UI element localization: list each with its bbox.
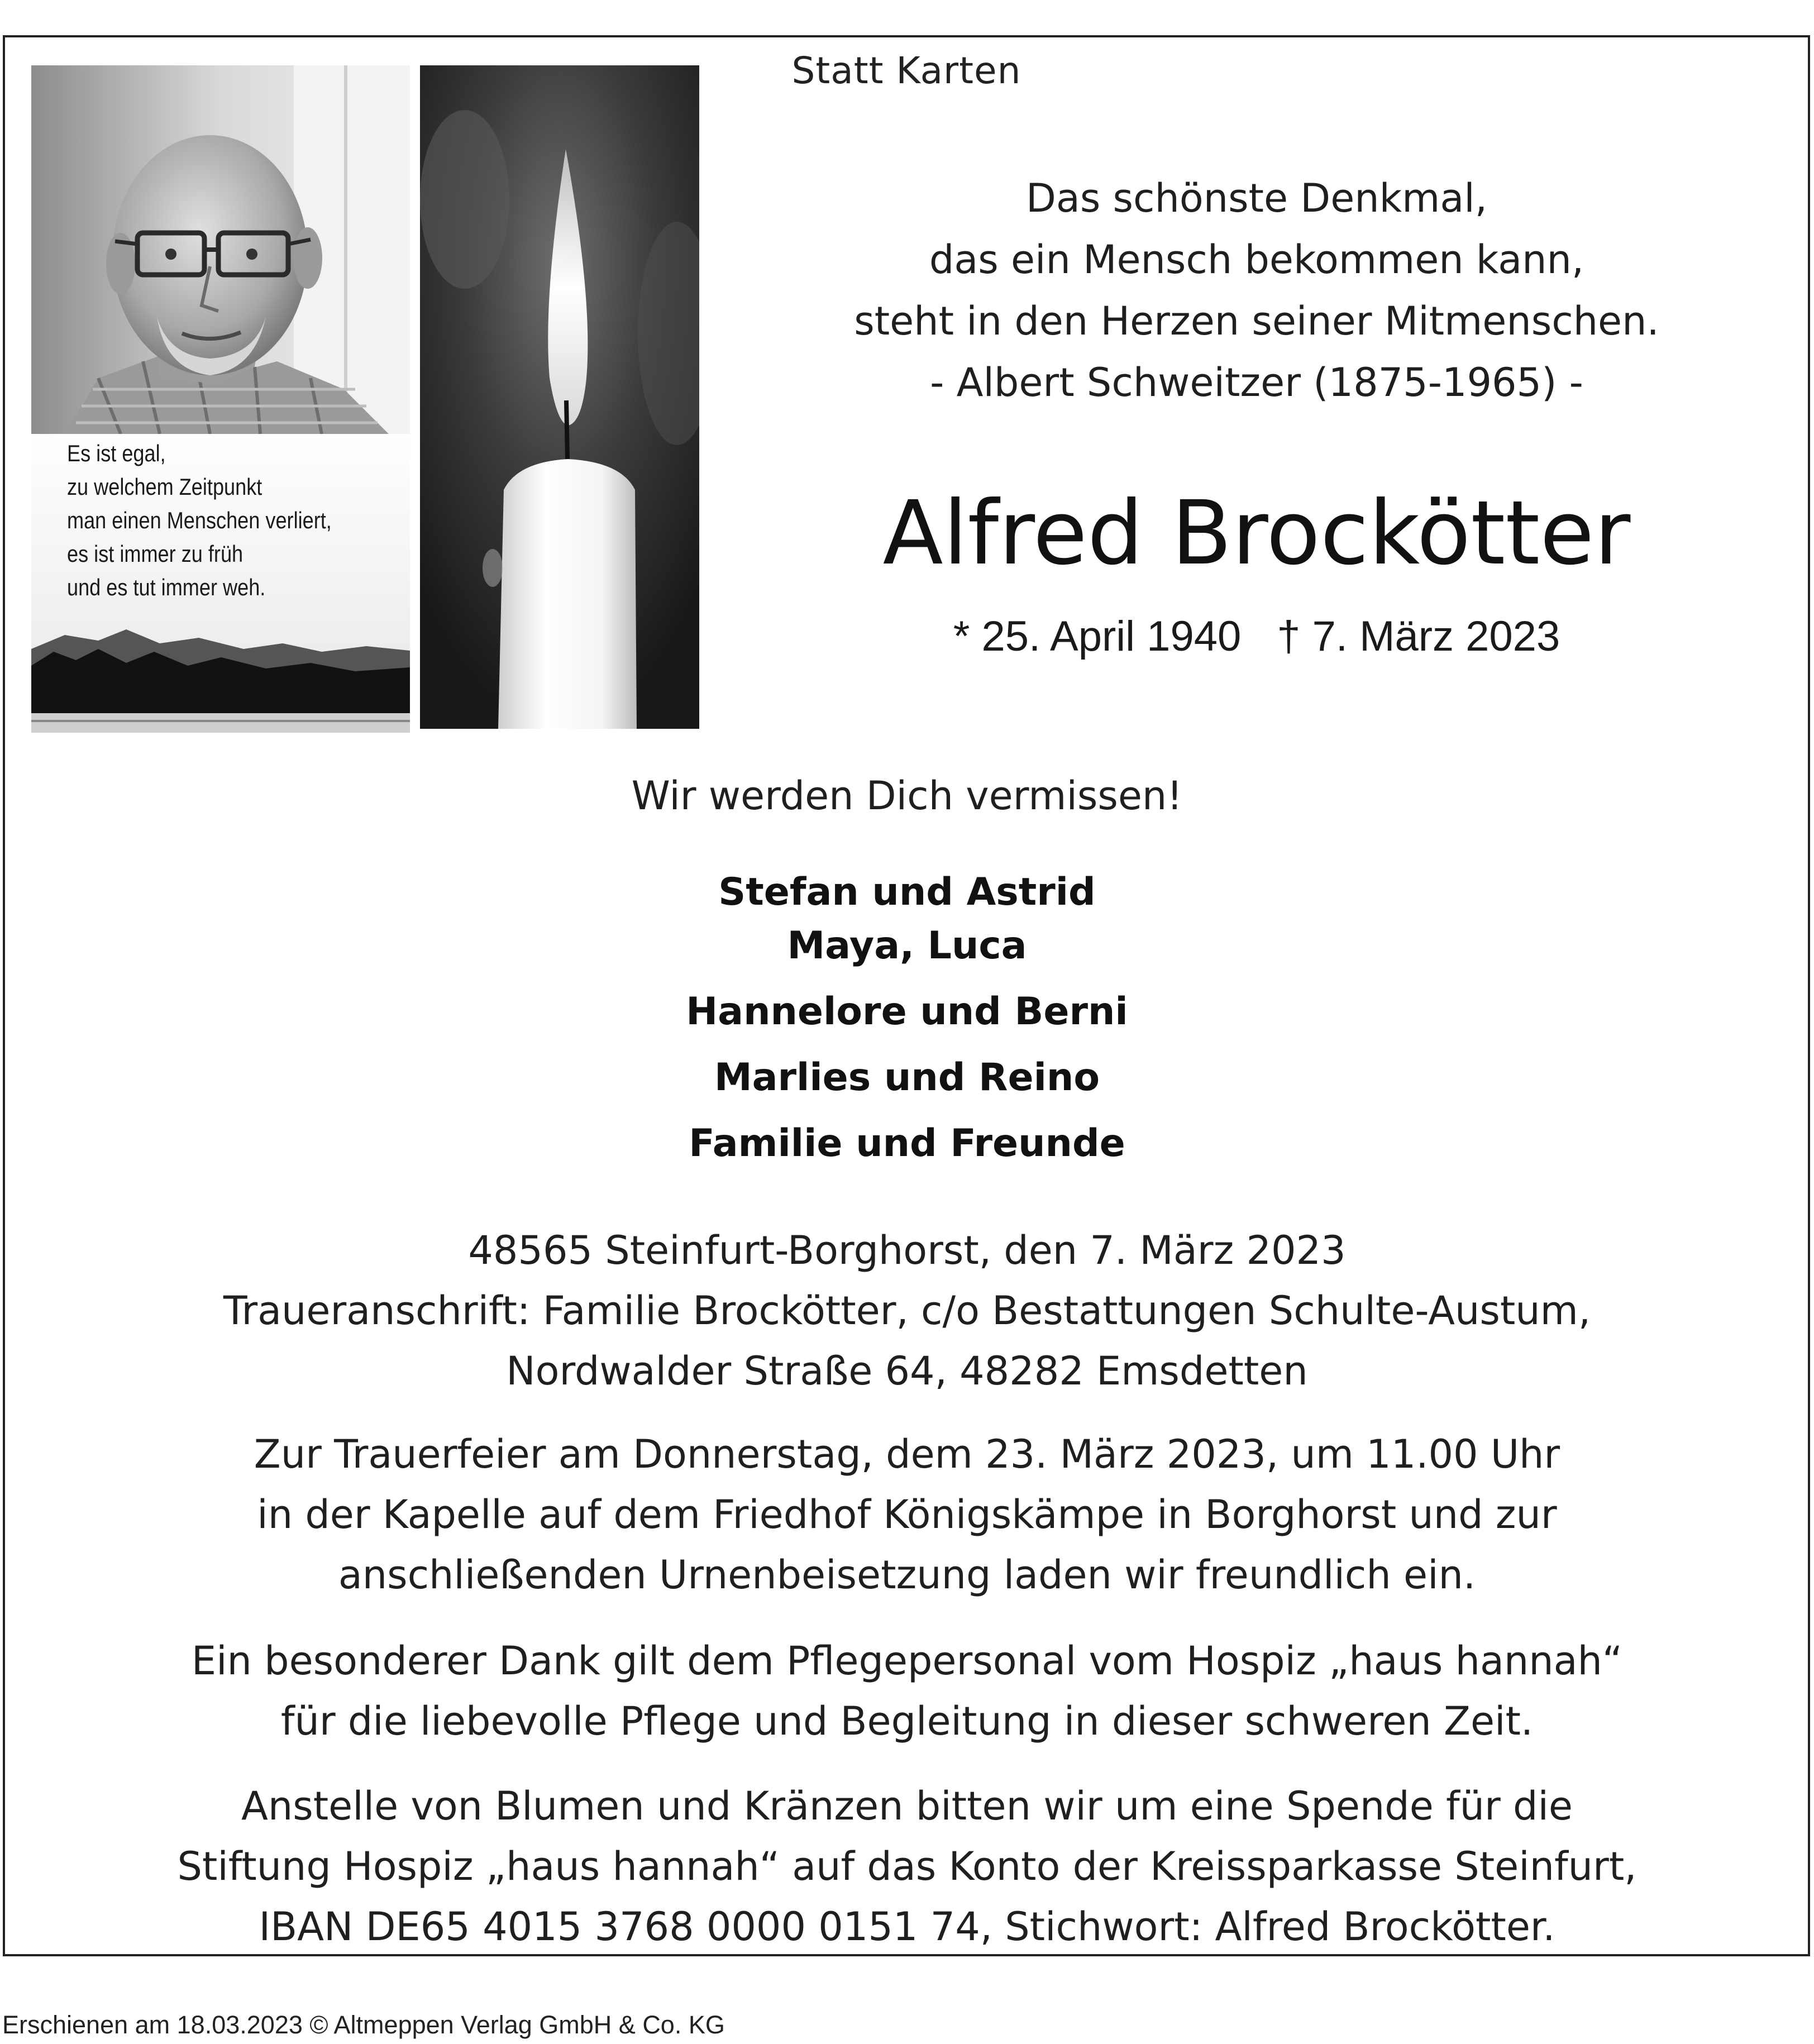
mourner-name: Familie und Freunde (689, 1121, 1125, 1166)
ceremony-invitation (0, 1424, 1814, 1605)
farewell-line: Wir werden Dich vermissen! (631, 773, 1183, 819)
photo-quote-line: man einen Menschen verliert, (67, 507, 332, 533)
motto-line: Das schönste Denkmal, (1026, 175, 1487, 221)
death-date: † 7. März 2023 (1277, 613, 1560, 660)
candle-illustration (420, 65, 699, 729)
photo-quote-line: Es ist egal, (67, 440, 166, 466)
life-dates (782, 606, 1731, 667)
photo-quote-line: es ist immer zu früh (67, 541, 244, 567)
ceremony-line: in der Kapelle auf dem Friedhof Königskämpe in Borghorst und zur (257, 1492, 1557, 1537)
mourning-address (0, 1220, 1814, 1401)
donation-line: IBAN DE65 4015 3768 0000 0151 74, Stichwort: Alfred Brockötter. (259, 1904, 1555, 1950)
motto-line: steht in den Herzen seiner Mitmenschen. (854, 298, 1659, 344)
address-line: 48565 Steinfurt-Borghorst, den 7. März 2023 (468, 1228, 1346, 1273)
mourner-name: Stefan und Astrid (718, 870, 1096, 914)
motto-quote (782, 168, 1731, 413)
ceremony-line: Zur Trauerfeier am Donnerstag, dem 23. März 2023, um 11.00 Uhr (254, 1431, 1560, 1477)
thanks-paragraph (0, 1631, 1814, 1751)
frame-title: Statt Karten (767, 37, 1046, 104)
birth-date: * 25. April 1940 (953, 613, 1242, 660)
motto-line: das ein Mensch bekommen kann, (929, 237, 1584, 283)
mourner-name: Maya, Luca (787, 924, 1027, 968)
mourners-list (0, 866, 1814, 1171)
candle-image (420, 65, 699, 729)
mourner-name: Hannelore und Berni (686, 990, 1128, 1034)
deceased-name: Alfred Brockötter (882, 482, 1631, 585)
ceremony-line: anschließenden Urnenbeisetzung laden wir freundlich ein. (338, 1552, 1476, 1598)
donation-line: Stiftung Hospiz „haus hannah“ auf das Konto der Kreissparkasse Steinfurt, (177, 1844, 1637, 1889)
thanks-line: Ein besonderer Dank gilt dem Pflegepersonal vom Hospiz „haus hannah“ (191, 1638, 1623, 1684)
motto-line: - Albert Schweitzer (1875-1965) - (930, 360, 1583, 405)
address-line: Nordwalder Straße 64, 48282 Emsdetten (506, 1348, 1308, 1394)
publication-footer: Erschienen am 18.03.2023 © Altmeppen Verlag GmbH & Co. KG (2, 2010, 725, 2039)
photo-quote-line: zu welchem Zeitpunkt (67, 474, 262, 500)
portrait-illustration (31, 65, 410, 733)
mourner-name: Marlies und Reino (714, 1056, 1100, 1100)
donation-line: Anstelle von Blumen und Kränzen bitten wir um eine Spende für die (241, 1783, 1573, 1829)
thanks-line: für die liebevolle Pflege und Begleitung in dieser schweren Zeit. (280, 1698, 1534, 1744)
photo-quote (67, 437, 355, 604)
portrait-photo (31, 65, 410, 733)
address-line: Traueranschrift: Familie Brockötter, c/o Bestattungen Schulte-Austum, (223, 1288, 1591, 1334)
photo-quote-line: und es tut immer weh. (67, 574, 266, 600)
donation-paragraph (0, 1776, 1814, 1957)
